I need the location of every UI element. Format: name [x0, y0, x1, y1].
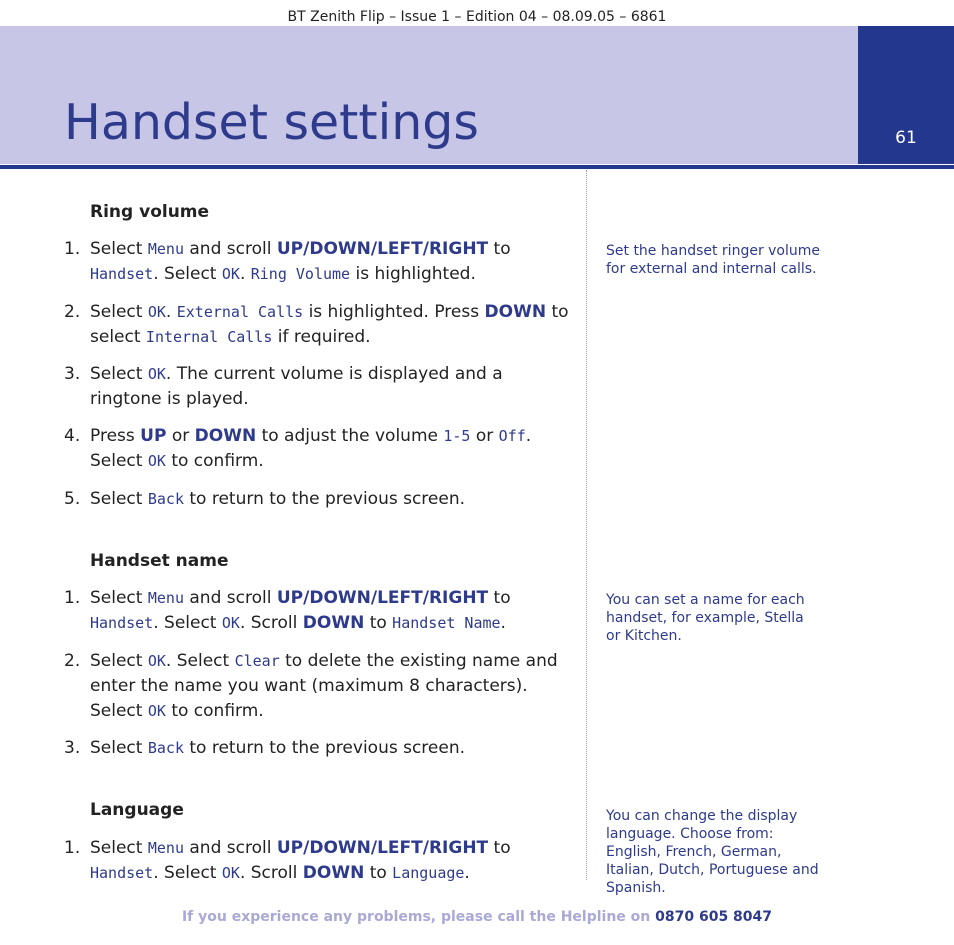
display-text: OK	[147, 365, 166, 383]
display-text: OK	[147, 702, 166, 720]
section-heading-language: Language	[90, 800, 184, 820]
helpline-footer: If you experience any problems, please call the Helpline on 0870 605 8047	[181, 909, 773, 925]
display-text: Clear	[234, 652, 280, 670]
list-item: 2. Select OK. External Calls is highlighted. Press DOWN to select Internal Calls if required.	[64, 302, 569, 347]
list-item: 5. Select Back to return to the previous screen.	[64, 489, 466, 509]
display-text: Handset	[90, 265, 154, 283]
key-name: UP/DOWN/LEFT/RIGHT	[276, 838, 489, 858]
key-name: DOWN	[302, 613, 365, 633]
key-name: DOWN	[484, 302, 547, 322]
display-text: Language	[392, 864, 465, 882]
display-text: Handset Name	[392, 614, 501, 632]
display-text: Menu	[147, 589, 184, 607]
list-item: 4. Press UP or DOWN to adjust the volume 1-5 or Off. Select OK to confirm.	[64, 426, 532, 471]
list-item: 2. Select OK. Select Clear to delete the existing name and enter the name you want (maximum 8 characters). Select OK to confirm.	[64, 651, 558, 721]
display-text: OK	[147, 452, 166, 470]
display-text: Menu	[147, 240, 184, 258]
page-number: 61	[895, 128, 917, 148]
display-text: OK	[147, 652, 166, 670]
list-item: 1. Select Menu and scroll UP/DOWN/LEFT/RIGHT to Handset. Select OK. Ring Volume is highlighted.	[64, 239, 511, 284]
list-item: 1. Select Menu and scroll UP/DOWN/LEFT/RIGHT to Handset. Select OK. Scroll DOWN to Language.	[64, 838, 511, 883]
list-item: 3. Select OK. The current volume is displayed and a ringtone is played.	[64, 364, 503, 409]
column-divider	[586, 170, 587, 880]
display-text: External Calls	[176, 303, 304, 321]
list-item: 1. Select Menu and scroll UP/DOWN/LEFT/RIGHT to Handset. Select OK. Scroll DOWN to Handset Name.	[64, 588, 511, 633]
margin-note-language: You can change the display language. Choose from: English, French, German, Italian, Dutch, Portuguese and Spanish.	[606, 808, 819, 896]
display-text: OK	[147, 303, 166, 321]
display-text: Menu	[147, 839, 184, 857]
display-text: Ring Volume	[250, 265, 351, 283]
section-heading-handset-name: Handset name	[90, 551, 229, 571]
key-name: DOWN	[194, 426, 257, 446]
helpline-number: 0870 605 8047	[655, 909, 773, 925]
display-text: Handset	[90, 614, 154, 632]
display-text: Back	[147, 490, 184, 508]
key-name: DOWN	[302, 863, 365, 883]
key-name: UP/DOWN/LEFT/RIGHT	[276, 588, 489, 608]
display-text: Off	[498, 427, 526, 445]
page-number-tab	[858, 26, 954, 164]
margin-note-ring-volume: Set the handset ringer volume for external and internal calls.	[606, 243, 821, 277]
header-rule	[0, 165, 954, 169]
page-title: Handset settings	[64, 94, 479, 151]
display-text: Handset	[90, 864, 154, 882]
display-text: OK	[221, 614, 240, 632]
display-text: Back	[147, 739, 184, 757]
key-name: UP	[140, 426, 167, 446]
display-text: OK	[221, 864, 240, 882]
document-header-line: BT Zenith Flip – Issue 1 – Edition 04 – 08.09.05 – 6861	[287, 9, 667, 25]
section-heading-ring-volume: Ring volume	[90, 202, 210, 222]
key-name: UP/DOWN/LEFT/RIGHT	[276, 239, 489, 259]
list-item: 3. Select Back to return to the previous screen.	[64, 738, 466, 758]
display-text: 1-5	[443, 427, 471, 445]
margin-note-handset-name: You can set a name for each handset, for example, Stella or Kitchen.	[606, 592, 805, 644]
display-text: Internal Calls	[145, 328, 273, 346]
display-text: OK	[221, 265, 240, 283]
